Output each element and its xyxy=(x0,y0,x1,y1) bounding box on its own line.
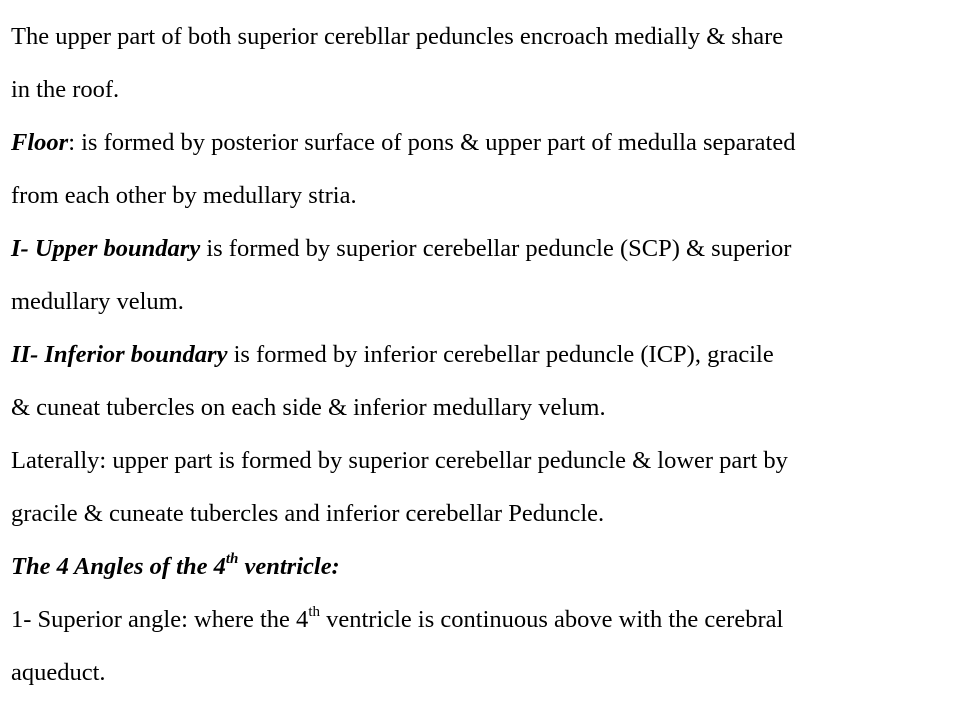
inferior-boundary-line-2 xyxy=(11,393,956,446)
laterally-line-1 xyxy=(11,446,956,499)
roof-text-line-1 xyxy=(11,22,956,75)
document-page xyxy=(11,22,956,711)
inferior-boundary-line-1 xyxy=(11,340,956,393)
superior-angle-prefix: 1- Superior angle: where the 4 xyxy=(11,606,309,633)
angles-heading-sup: th xyxy=(225,550,239,567)
upper-boundary-label: I- Upper boundary xyxy=(11,235,201,262)
floor-line-2 xyxy=(11,181,956,234)
superior-angle-line-2-text: aqueduct. xyxy=(11,659,106,686)
upper-boundary-line-2-text: medullary velum. xyxy=(11,288,184,315)
inferior-boundary-label: II- Inferior boundary xyxy=(11,341,228,368)
roof-text-line-2 xyxy=(11,75,956,128)
angles-heading-prefix: The 4 Angles of the 4 xyxy=(11,553,226,580)
floor-label: Floor xyxy=(11,129,69,156)
laterally-line-2 xyxy=(11,499,956,552)
upper-boundary-line-1 xyxy=(11,234,956,287)
inferior-boundary-line-1-text: is formed by inferior cerebellar peduncle (ICP), gracile xyxy=(227,341,774,368)
floor-line-2-text: from each other by medullary stria. xyxy=(11,182,357,209)
roof-text-line-2-text: in the roof. xyxy=(11,76,120,103)
laterally-line-1-text: Laterally: upper part is formed by superior cerebellar peduncle & lower part by xyxy=(11,447,788,474)
roof-text-line-1-text: The upper part of both superior cerebllar peduncles encroach medially & share xyxy=(11,23,784,50)
superior-angle-suffix: ventricle is continuous above with the cerebral xyxy=(319,606,784,633)
superior-angle-sup: th xyxy=(308,603,320,620)
superior-angle-line-2 xyxy=(11,658,956,711)
floor-line-1-text: : is formed by posterior surface of pons & upper part of medulla separated xyxy=(68,129,796,156)
upper-boundary-line-2 xyxy=(11,287,956,340)
floor-line-1 xyxy=(11,128,956,181)
laterally-line-2-text: gracile & cuneate tubercles and inferior cerebellar Peduncle. xyxy=(11,500,605,527)
inferior-boundary-line-2-text: & cuneat tubercles on each side & inferior medullary velum. xyxy=(11,394,606,421)
angles-heading-suffix: ventricle: xyxy=(238,553,340,580)
superior-angle-line-1 xyxy=(11,605,956,658)
angles-heading xyxy=(11,552,956,605)
upper-boundary-line-1-text: is formed by superior cerebellar peduncle (SCP) & superior xyxy=(200,235,792,262)
